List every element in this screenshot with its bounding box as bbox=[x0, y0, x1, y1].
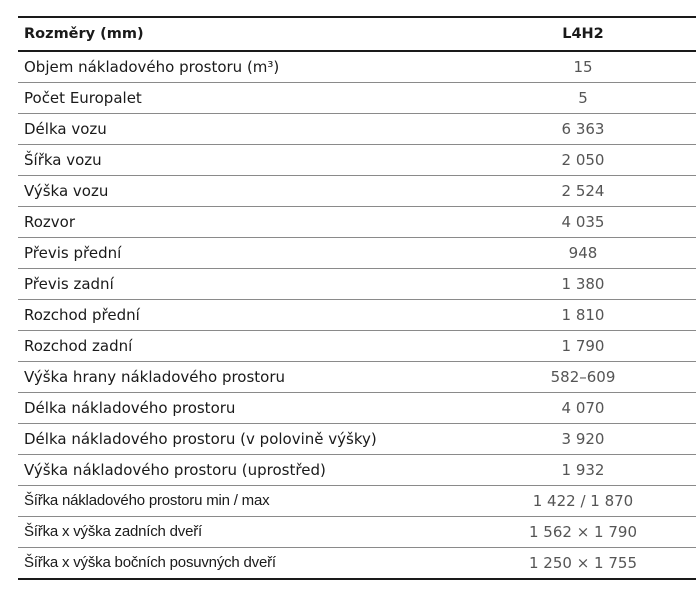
row-label: Délka nákladového prostoru bbox=[18, 393, 470, 424]
table-row bbox=[18, 517, 696, 548]
table-row bbox=[18, 176, 696, 207]
row-label: Rozvor bbox=[18, 207, 470, 238]
table-row bbox=[18, 83, 696, 114]
table-row bbox=[18, 331, 696, 362]
table-row bbox=[18, 486, 696, 517]
table-row bbox=[18, 424, 696, 455]
row-label: Počet Europalet bbox=[18, 83, 470, 114]
row-value: 582–609 bbox=[470, 362, 696, 393]
table-row bbox=[18, 300, 696, 331]
row-value: 1 422 / 1 870 bbox=[470, 486, 696, 517]
row-label: Délka vozu bbox=[18, 114, 470, 145]
table-row bbox=[18, 362, 696, 393]
row-value: 1 810 bbox=[470, 300, 696, 331]
table-row bbox=[18, 455, 696, 486]
row-value: 4 070 bbox=[470, 393, 696, 424]
row-label: Převis zadní bbox=[18, 269, 470, 300]
row-value: 1 790 bbox=[470, 331, 696, 362]
table-row bbox=[18, 269, 696, 300]
table-header-row bbox=[18, 17, 696, 51]
row-value: 5 bbox=[470, 83, 696, 114]
row-label: Šířka x výška bočních posuvných dveří bbox=[18, 548, 470, 580]
row-label: Objem nákladového prostoru (m³) bbox=[18, 51, 470, 83]
row-label: Výška hrany nákladového prostoru bbox=[18, 362, 470, 393]
table-row bbox=[18, 393, 696, 424]
row-label: Rozchod zadní bbox=[18, 331, 470, 362]
row-label: Rozchod přední bbox=[18, 300, 470, 331]
row-label: Délka nákladového prostoru (v polovině výšky) bbox=[18, 424, 470, 455]
table-row bbox=[18, 548, 696, 580]
row-value: 1 932 bbox=[470, 455, 696, 486]
header-label: Rozměry (mm) bbox=[18, 17, 470, 51]
row-value: 1 562 × 1 790 bbox=[470, 517, 696, 548]
table-row bbox=[18, 207, 696, 238]
row-value: 3 920 bbox=[470, 424, 696, 455]
row-label: Výška vozu bbox=[18, 176, 470, 207]
row-value: 1 250 × 1 755 bbox=[470, 548, 696, 580]
dimensions-table bbox=[18, 16, 696, 580]
row-value: 948 bbox=[470, 238, 696, 269]
row-label: Šířka vozu bbox=[18, 145, 470, 176]
row-label: Šířka nákladového prostoru min / max bbox=[18, 486, 470, 517]
row-value: 2 050 bbox=[470, 145, 696, 176]
table-row bbox=[18, 114, 696, 145]
row-value: 4 035 bbox=[470, 207, 696, 238]
row-label: Šířka x výška zadních dveří bbox=[18, 517, 470, 548]
row-label: Převis přední bbox=[18, 238, 470, 269]
row-value: 6 363 bbox=[470, 114, 696, 145]
row-value: 2 524 bbox=[470, 176, 696, 207]
table-row bbox=[18, 145, 696, 176]
row-label: Výška nákladového prostoru (uprostřed) bbox=[18, 455, 470, 486]
header-variant: L4H2 bbox=[470, 17, 696, 51]
table-row bbox=[18, 238, 696, 269]
row-value: 15 bbox=[470, 51, 696, 83]
row-value: 1 380 bbox=[470, 269, 696, 300]
table-row bbox=[18, 51, 696, 83]
